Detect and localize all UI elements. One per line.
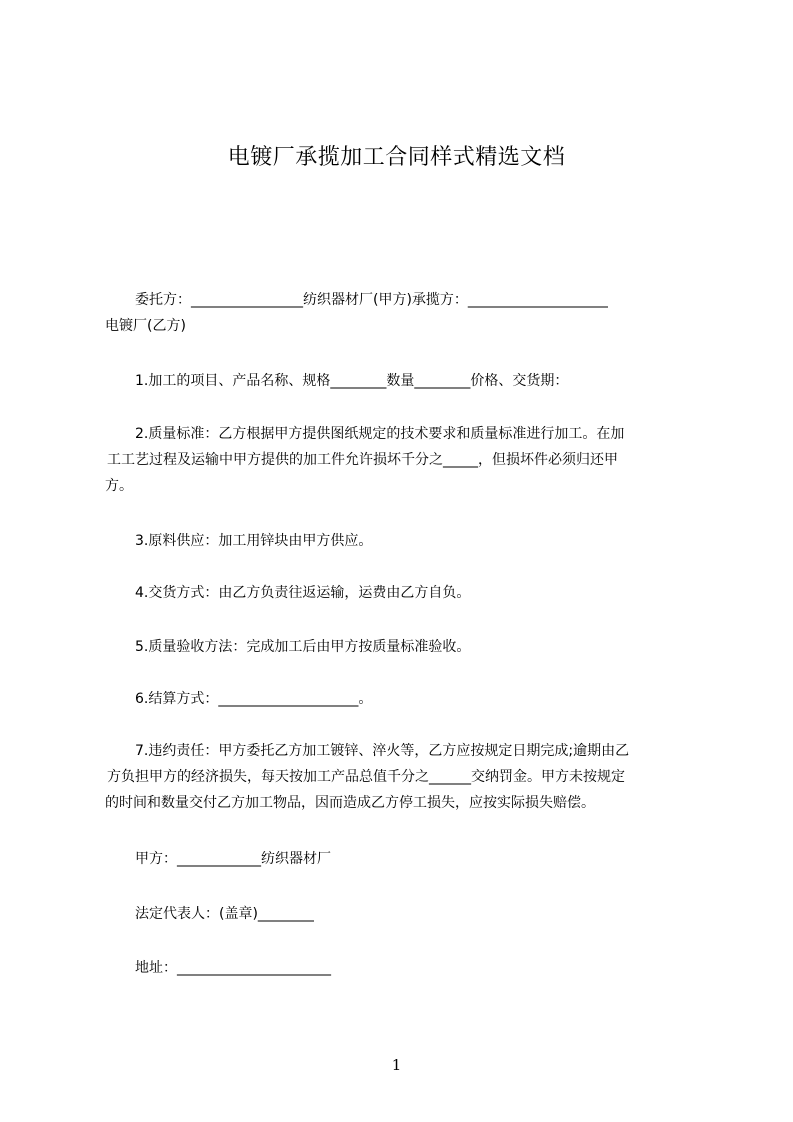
signature-legal-rep	[105, 901, 703, 927]
clause-2-line-1: 2.质量标准：乙方根据甲方提供图纸规定的技术要求和质量标准进行加工。在加	[135, 426, 625, 442]
address-text: 地址：______________________	[135, 960, 331, 976]
clause-2-line-2: 工工艺过程及运输中甲方提供的加工件允许损坏千分之_____，但损坏件必须归还甲	[107, 452, 618, 468]
clause-5-text: 5.质量验收方法：完成加工后由甲方按质量标准验收。	[135, 639, 471, 655]
clause-2-line-3: 方。	[105, 478, 133, 494]
clause-5	[105, 634, 703, 660]
clause-6-text: 6.结算方式：____________________。	[135, 691, 373, 707]
clause-1-text: 1.加工的项目、产品名称、规格________数量________价格、交货期：	[135, 373, 569, 389]
legal-rep-text: 法定代表人：(盖章)________	[135, 906, 314, 922]
party-a-text: 甲方：____________纺织器材厂	[135, 851, 331, 867]
clause-7-line-3: 的时间和数量交付乙方加工物品，因而造成乙方停工损失，应按实际损失赔偿。	[105, 795, 595, 811]
parties-paragraph	[105, 287, 703, 339]
parties-line-1: 委托方：________________纺织器材厂(甲方)承揽方：____________________	[135, 292, 608, 308]
clause-2	[105, 421, 703, 499]
clause-6	[105, 686, 703, 712]
document-title: 电镀厂承揽加工合同样式精选文档	[227, 145, 566, 170]
clause-4	[105, 580, 703, 606]
clause-1	[105, 368, 703, 394]
clause-3	[105, 528, 703, 554]
clause-7	[105, 738, 703, 816]
clause-3-text: 3.原料供应：加工用锌块由甲方供应。	[135, 533, 373, 549]
clause-4-text: 4.交货方式：由乙方负责往返运输，运费由乙方自负。	[135, 585, 471, 601]
signature-address	[105, 955, 703, 981]
signature-party-a	[105, 846, 703, 872]
clause-7-line-1: 7.违约责任：甲方委托乙方加工镀锌、淬火等，乙方应按规定日期完成;逾期由乙	[135, 743, 630, 759]
parties-line-2: 电镀厂(乙方)	[105, 318, 186, 334]
clause-7-line-2: 方负担甲方的经济损失，每天按加工产品总值千分之______交纳罚金。甲方未按规定	[107, 769, 625, 785]
page-number: 1	[391, 1056, 402, 1074]
